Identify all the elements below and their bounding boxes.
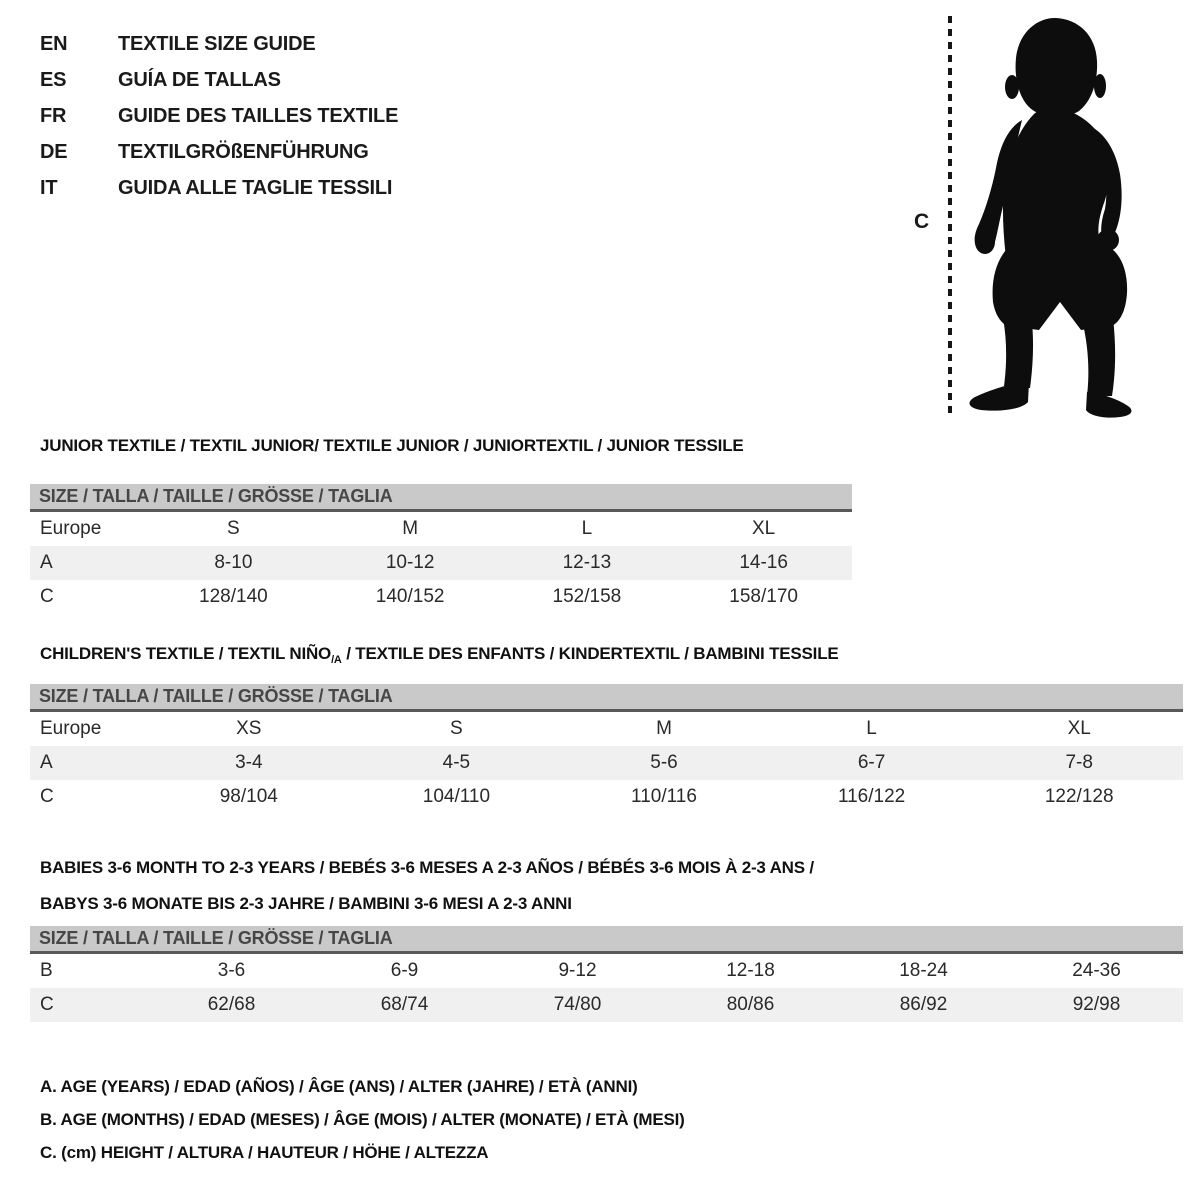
- language-title: TEXTILGRÖßENFÜHRUNG: [118, 140, 369, 163]
- language-code: FR: [40, 104, 67, 127]
- note-line-c: C. (cm) HEIGHT / ALTURA / HAUTEUR / HÖHE / ALTEZZA: [40, 1142, 489, 1162]
- size-header-bar: SIZE / TALLA / TAILLE / GRÖSSE / TAGLIA: [30, 484, 852, 512]
- size-cell: 110/116: [631, 786, 697, 807]
- row-label: Europe: [40, 718, 102, 739]
- children-title-text: CHILDREN'S TEXTILE / TEXTIL NIÑO: [40, 644, 332, 663]
- row-label: A: [40, 752, 53, 773]
- size-cell: 3-6: [217, 960, 246, 981]
- size-cell: M: [402, 518, 419, 539]
- size-cell: 92/98: [1072, 994, 1121, 1015]
- size-cell: XL: [1067, 718, 1091, 739]
- note-line-a: A. AGE (YEARS) / EDAD (AÑOS) / ÂGE (ANS) / ALTER (JAHRE) / ETÀ (ANNI): [40, 1076, 638, 1096]
- note-line-b: B. AGE (MONTHS) / EDAD (MESES) / ÂGE (MOIS) / ALTER (MONATE) / ETÀ (MESI): [40, 1109, 685, 1129]
- size-cell: 6-7: [857, 752, 886, 773]
- babies-size-table: [30, 926, 1183, 1022]
- children-title-subscript: /A: [331, 654, 342, 666]
- size-cell: 7-8: [1065, 752, 1093, 773]
- language-title: GUIDE DES TAILLES TEXTILE: [118, 104, 399, 127]
- size-cell: XS: [236, 718, 262, 739]
- height-measure-dashed-line: [948, 16, 952, 418]
- row-label: B: [40, 960, 53, 981]
- junior-section-title: JUNIOR TEXTILE / TEXTIL JUNIOR/ TEXTILE JUNIOR / JUNIORTEXTIL / JUNIOR TESSILE: [40, 436, 744, 455]
- children-size-table: [30, 684, 1183, 814]
- size-cell: 122/128: [1044, 786, 1114, 807]
- table-row: [30, 954, 1183, 988]
- language-title: GUÍA DE TALLAS: [118, 68, 281, 91]
- row-label: C: [40, 786, 54, 807]
- table-row: [30, 580, 852, 614]
- size-cell: 9-12: [558, 960, 597, 981]
- language-row: [40, 134, 398, 170]
- row-label: C: [40, 586, 54, 607]
- size-cell: 128/140: [199, 586, 268, 607]
- size-cell: 8-10: [214, 552, 253, 573]
- silhouette-left-hand: [975, 230, 995, 254]
- silhouette-left-foot: [969, 382, 1029, 411]
- table-row: [30, 546, 852, 580]
- language-row: [40, 26, 398, 62]
- measure-label-c: C: [914, 210, 930, 233]
- size-cell: 12-18: [726, 960, 775, 981]
- language-row: [40, 170, 398, 206]
- size-cell: 14-16: [739, 552, 788, 573]
- size-cell: 74/80: [553, 994, 602, 1015]
- language-header: [40, 26, 398, 206]
- table-row: [30, 988, 1183, 1022]
- size-header-bar: SIZE / TALLA / TAILLE / GRÖSSE / TAGLIA: [30, 926, 1183, 954]
- size-cell: 104/110: [422, 786, 491, 807]
- size-cell: 24-36: [1072, 960, 1121, 981]
- language-code: ES: [40, 68, 67, 91]
- legend-notes: [40, 1070, 685, 1169]
- table-row: [30, 512, 852, 546]
- size-cell: 140/152: [375, 586, 445, 607]
- silhouette-shorts: [993, 249, 1128, 330]
- size-header-bar: SIZE / TALLA / TAILLE / GRÖSSE / TAGLIA: [30, 684, 1183, 712]
- silhouette-right-ear: [1094, 74, 1106, 98]
- size-cell: 4-5: [442, 752, 471, 773]
- size-cell: 80/86: [726, 994, 775, 1015]
- size-cell: 3-4: [235, 752, 263, 773]
- babies-title-line1: BABIES 3-6 MONTH TO 2-3 YEARS / BEBÉS 3-6 MESES A 2-3 AÑOS / BÉBÉS 3-6 MOIS À 2-3 ANS /: [40, 858, 814, 877]
- size-cell: L: [866, 718, 877, 739]
- size-cell: 158/170: [729, 586, 798, 607]
- children-section-title: [40, 644, 839, 666]
- size-cell: L: [581, 518, 593, 539]
- size-cell: M: [656, 718, 672, 739]
- language-code: EN: [40, 32, 68, 55]
- size-cell: 116/122: [837, 786, 906, 807]
- table-row: [30, 712, 1183, 746]
- size-cell: 18-24: [899, 960, 948, 981]
- size-cell: 152/158: [552, 586, 622, 607]
- silhouette-right-leg: [1082, 318, 1115, 396]
- table-row: [30, 746, 1183, 780]
- row-label: A: [40, 552, 53, 573]
- size-cell: 12-13: [562, 552, 612, 573]
- babies-title-line2: BABYS 3-6 MONATE BIS 2-3 JAHRE / BAMBINI 3-6 MESI A 2-3 ANNI: [40, 894, 572, 913]
- size-cell: 86/92: [899, 994, 948, 1015]
- children-title-text: / TEXTILE DES ENFANTS / KINDERTEXTIL / BAMBINI TESSILE: [341, 644, 839, 663]
- silhouette-left-ear: [1005, 75, 1019, 99]
- size-cell: XL: [752, 518, 776, 539]
- language-row: [40, 62, 398, 98]
- size-cell: 68/74: [380, 994, 429, 1015]
- row-label: Europe: [40, 518, 102, 539]
- language-row: [40, 98, 398, 134]
- junior-size-table: [30, 484, 852, 614]
- language-code: DE: [40, 140, 68, 163]
- toddler-silhouette-image: [960, 16, 1138, 418]
- silhouette-head: [1016, 18, 1098, 117]
- size-cell: 62/68: [207, 994, 256, 1015]
- size-cell: S: [227, 518, 240, 539]
- silhouette-right-hand: [1097, 229, 1119, 251]
- size-cell: 5-6: [650, 752, 678, 773]
- silhouette-left-leg: [1003, 318, 1033, 388]
- size-cell: 98/104: [219, 786, 278, 807]
- size-cell: 6-9: [390, 960, 419, 981]
- table-row: [30, 780, 1183, 814]
- language-code: IT: [40, 176, 58, 199]
- babies-section-title: [40, 850, 814, 922]
- row-label: C: [40, 994, 54, 1015]
- size-cell: S: [450, 718, 463, 739]
- language-title: TEXTILE SIZE GUIDE: [118, 32, 316, 55]
- language-title: GUIDA ALLE TAGLIE TESSILI: [118, 176, 393, 199]
- size-cell: 10-12: [385, 552, 435, 573]
